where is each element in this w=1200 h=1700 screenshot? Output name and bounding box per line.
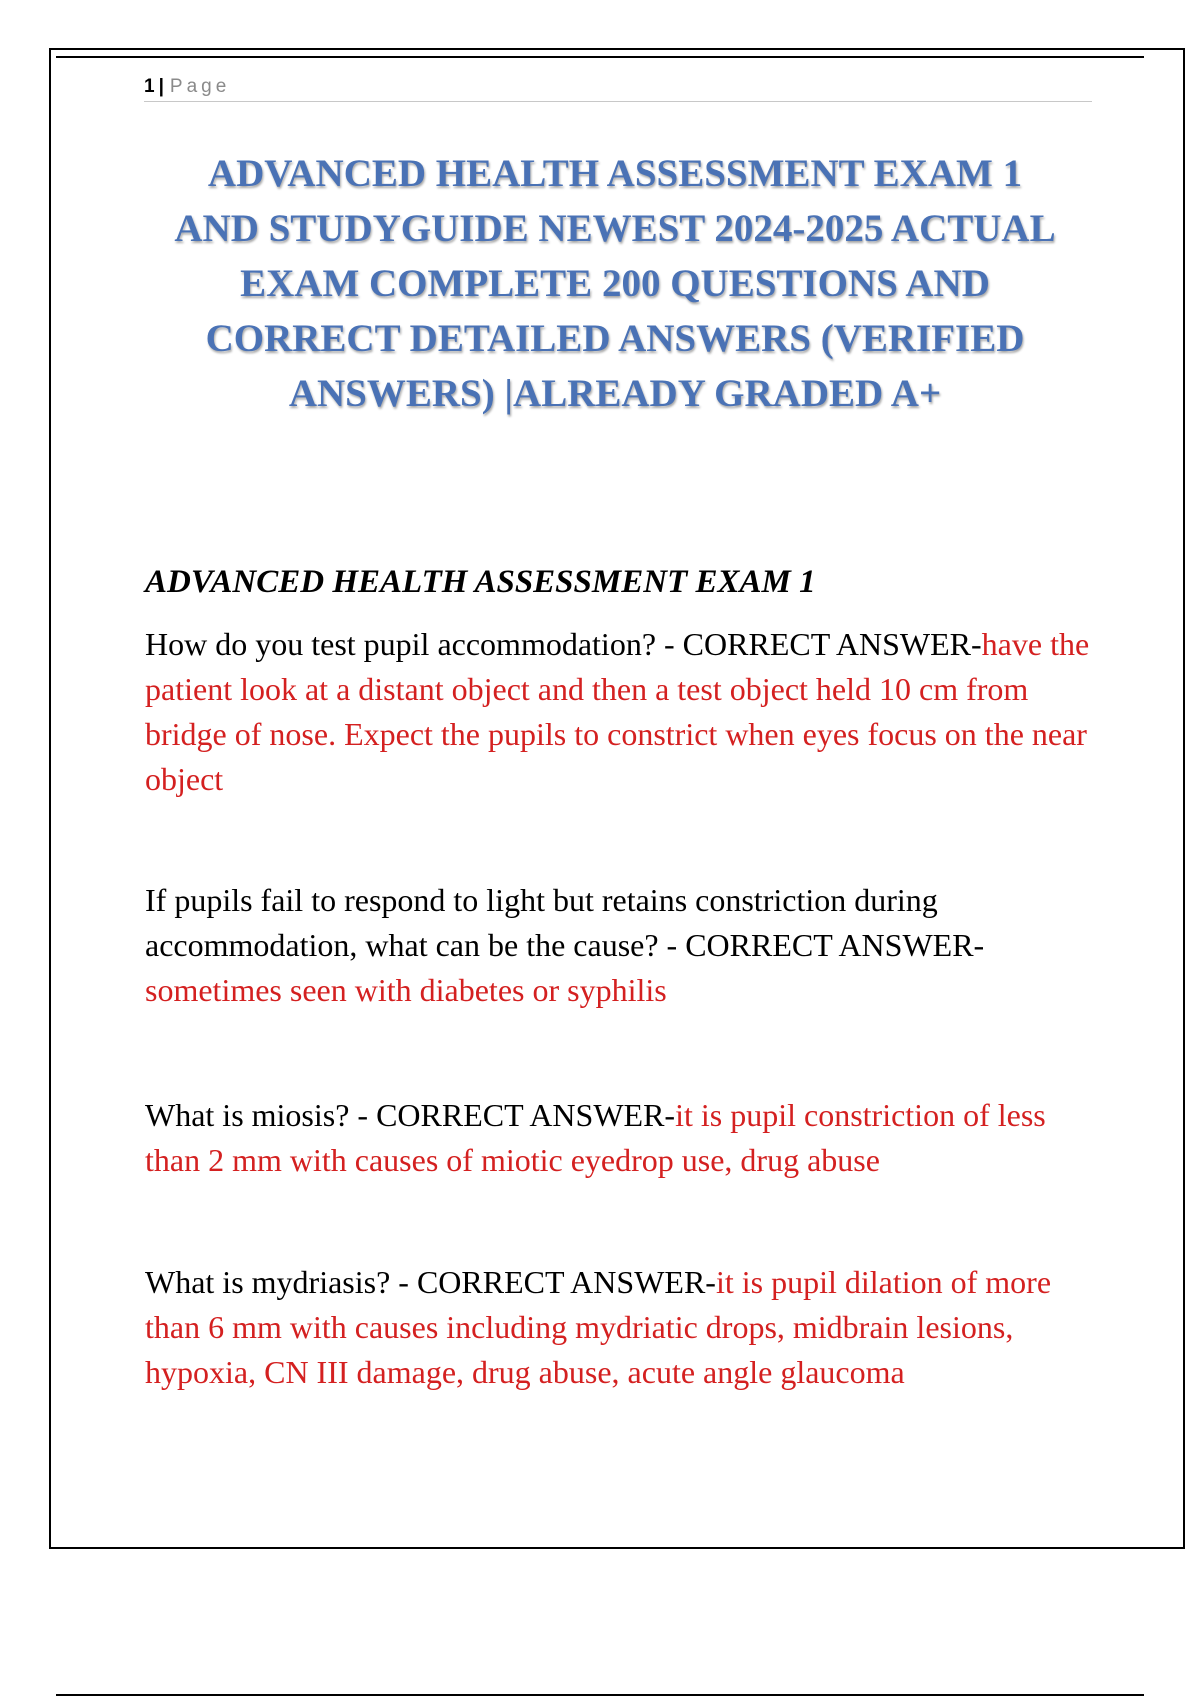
top-rule (56, 56, 1144, 58)
question-text: What is miosis? - CORRECT ANSWER- (145, 1097, 676, 1133)
title-line: ANSWERS) |ALREADY GRADED A+ (288, 372, 942, 415)
bottom-rule (56, 1694, 1144, 1696)
title-line: AND STUDYGUIDE NEWEST 2024-2025 ACTUAL (174, 207, 1056, 250)
title-line: CORRECT DETAILED ANSWERS (VERIFIED (205, 317, 1025, 360)
qa-item (145, 878, 1105, 1013)
qa-item (145, 1260, 1105, 1395)
page-separator: | (158, 76, 164, 97)
page-number: 1 (144, 76, 155, 97)
answer-text: have the patient look at a distant object and then a test object held 10 cm from bridge of nose. Expect the pupils to constrict when eyes focus on the near object (145, 626, 1090, 797)
title-line: EXAM COMPLETE 200 QUESTIONS AND (240, 262, 990, 305)
question-text: If pupils fail to respond to light but retains constriction during accommodation, what can be the cause? - CORRECT ANSWER- (145, 882, 985, 963)
page-header (144, 72, 1092, 102)
answer-text: sometimes seen with diabetes or syphilis (145, 972, 667, 1008)
section-heading: ADVANCED HEALTH ASSESSMENT EXAM 1 (145, 564, 816, 600)
qa-item (145, 1093, 1105, 1183)
document-title (130, 146, 1100, 421)
question-text: How do you test pupil accommodation? - CORRECT ANSWER- (145, 626, 982, 662)
answer-text: it is pupil dilation of more than 6 mm with causes including mydriatic drops, midbrain lesions, hypoxia, CN III damage, drug abuse, acute angle glaucoma (145, 1264, 1052, 1390)
title-line: ADVANCED HEALTH ASSESSMENT EXAM 1 (207, 152, 1023, 195)
answer-text: it is pupil constriction of less than 2 mm with causes of miotic eyedrop use, drug abuse (145, 1097, 1046, 1178)
question-text: What is mydriasis? - CORRECT ANSWER- (145, 1264, 716, 1300)
qa-item (145, 622, 1105, 802)
page-label: Page (169, 76, 231, 97)
